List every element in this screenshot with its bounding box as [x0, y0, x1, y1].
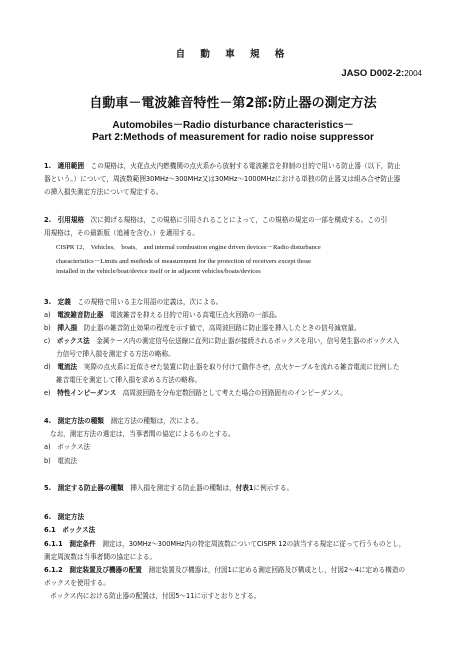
definition-d-term: 電流法: [57, 363, 78, 371]
method-box: a) ボックス法: [44, 443, 91, 451]
definition-a-term: 電波雑音防止器: [57, 311, 104, 319]
definition-b-term: 挿入損: [57, 324, 78, 332]
section-4-line-2: なお，測定方法の選定は，当事者間の協定によるものとする。: [50, 430, 235, 438]
section-6-1-1-label: 6.1.1 測定条件: [44, 540, 96, 548]
section-3-heading-line: [44, 296, 223, 306]
section-5-heading: 5. 測定する防止器の種類: [44, 484, 124, 492]
definition-c-text-2: 力信号で挿入損を測定する方法の略称。: [56, 350, 175, 358]
method-current: b) 電流法: [44, 457, 78, 465]
definition-b-text: 防止器の雑音防止効果の程度を示す値で，高周波回路に防止器を挿入したときの信号減衰量。: [83, 324, 361, 332]
definition-a-label: a): [44, 311, 51, 319]
section-5-text-post: に例示する。: [253, 484, 294, 492]
section-6-1-2-line-2: ボックスを使用する。: [44, 579, 110, 587]
definition-a: [44, 309, 281, 319]
definition-e: [44, 387, 347, 397]
definition-d-label: d): [44, 363, 51, 371]
section-2-line-2: 用規格は，その最新版（追補を含む。）を適用する。: [44, 229, 199, 237]
definition-c: [44, 335, 399, 345]
section-2-heading: 2. 引用規格: [44, 216, 85, 224]
title-japanese: 自動車－電波雑音特性－第2部:防止器の測定方法: [89, 96, 377, 111]
definition-d-text-1: 実際の点火系に近似させた装置に防止器を取り付けて動作させ，点火ケーブルを流れる雑音電流に比例した: [83, 363, 400, 371]
section-1-line-1: [44, 160, 401, 170]
definition-b-label: b): [44, 324, 51, 332]
section-6-1-1-line-1: [44, 538, 405, 548]
section-3-intro: この規格で用いる主な用語の定義は，次による。: [77, 298, 223, 306]
section-6-1-2-line-3: ボックス内における防止器の配置は，付図5～11に示すとおりとする。: [50, 592, 261, 600]
section-2-line-1: [44, 214, 387, 224]
title-english-line2: Part 2:Methods of measurement for radio noise suppressor: [92, 132, 374, 143]
section-4-line-1: [44, 415, 203, 425]
definition-d: [44, 361, 399, 371]
section-6-1-2-label: 6.1.2 測定装置及び機器の配置: [44, 566, 142, 574]
section-3-heading: 3. 定義: [44, 298, 71, 306]
definition-e-label: e): [44, 389, 51, 397]
section-5-text-ref: 付表1: [235, 484, 254, 492]
title-english-line1: Automobiles－Radio disturbance characteristics－: [112, 120, 354, 131]
section-6-1-2-text-1: 測定装置及び機器は，付図1に定める測定回路及び構成とし，付図2～4に定める構造の: [148, 566, 406, 574]
section-6-1-heading: 6.1 ボックス法: [44, 526, 96, 534]
section-1-text-1: この規格は，火花点火内燃機関の点火系から放射する電波雑音を抑制の目的で用いる防止器（以下，防止: [90, 162, 401, 170]
document-code: JASO D002-2:: [341, 68, 405, 79]
standard-category: 自 動 車 規 格: [175, 49, 291, 60]
section-4-text-1: 測定方法の種類は，次による。: [110, 417, 203, 425]
section-1-line-2: 器という。）について，周波数範囲30MHz～300MHz又は30MHz～1000MHzにおける単独の防止器又は組み合せ防止器: [44, 175, 401, 183]
section-6-heading: 6. 測定方法: [44, 513, 85, 521]
section-6-1-1-line-2: 測定周波数は当事者間の協定による。: [44, 553, 157, 561]
section-2-ref-line-3: installed in the vehicle/boat/device itself or in adjacent vehicles/boats/devices: [56, 268, 261, 275]
section-6-1-1-text-1: 測定は，30MHz～300MHz内の特定周波数についてCISPR 12の該当する規定に従って行うものとし，: [102, 540, 406, 548]
document-year: 2004: [404, 69, 422, 78]
definition-c-term: ボックス法: [56, 337, 90, 345]
definition-b: [44, 322, 361, 332]
section-1-line-3: の挿入損失測定方法について規定する。: [44, 188, 163, 196]
section-6-1-2-line-1: [44, 564, 405, 574]
section-2-ref-line-1: CISPR 12, Vehicles, boats, and internal combustion engine driven devices－Radio disturbance: [56, 244, 321, 251]
document-number: [341, 68, 422, 79]
section-2-text-1: 次に掲げる規格は，この規格に引用されることによって，この規格の規定の一部を構成する。この引: [90, 216, 388, 224]
section-5-line: [44, 482, 293, 492]
definition-c-label: c): [44, 337, 51, 345]
definition-a-text: 電波雑音を抑える目的で用いる高電圧点火回路の一部品。: [109, 311, 282, 319]
definition-e-term: 特性インピーダンス: [57, 389, 117, 397]
section-4-heading: 4. 測定方法の種類: [44, 417, 104, 425]
section-5-text-pre: 挿入損を測定する防止器の種類は，: [130, 484, 236, 492]
section-1-heading: 1. 適用範囲: [44, 162, 85, 170]
definition-c-text-1: 金属ケース内の測定信号伝送線に直列に防止器が接続されるボックスを用い，信号発生器のボックス入: [96, 337, 400, 345]
definition-e-text: 高周波回路を分布定数回路として考えた場合の回路固有のインピーダンス。: [122, 389, 347, 397]
section-2-ref-line-2: characteristics－Limits and methods of measurement for the protection of receivers except those: [56, 258, 312, 265]
definition-d-text-2: 雑音電圧を測定して挿入損を求める方法の略称。: [56, 376, 202, 384]
